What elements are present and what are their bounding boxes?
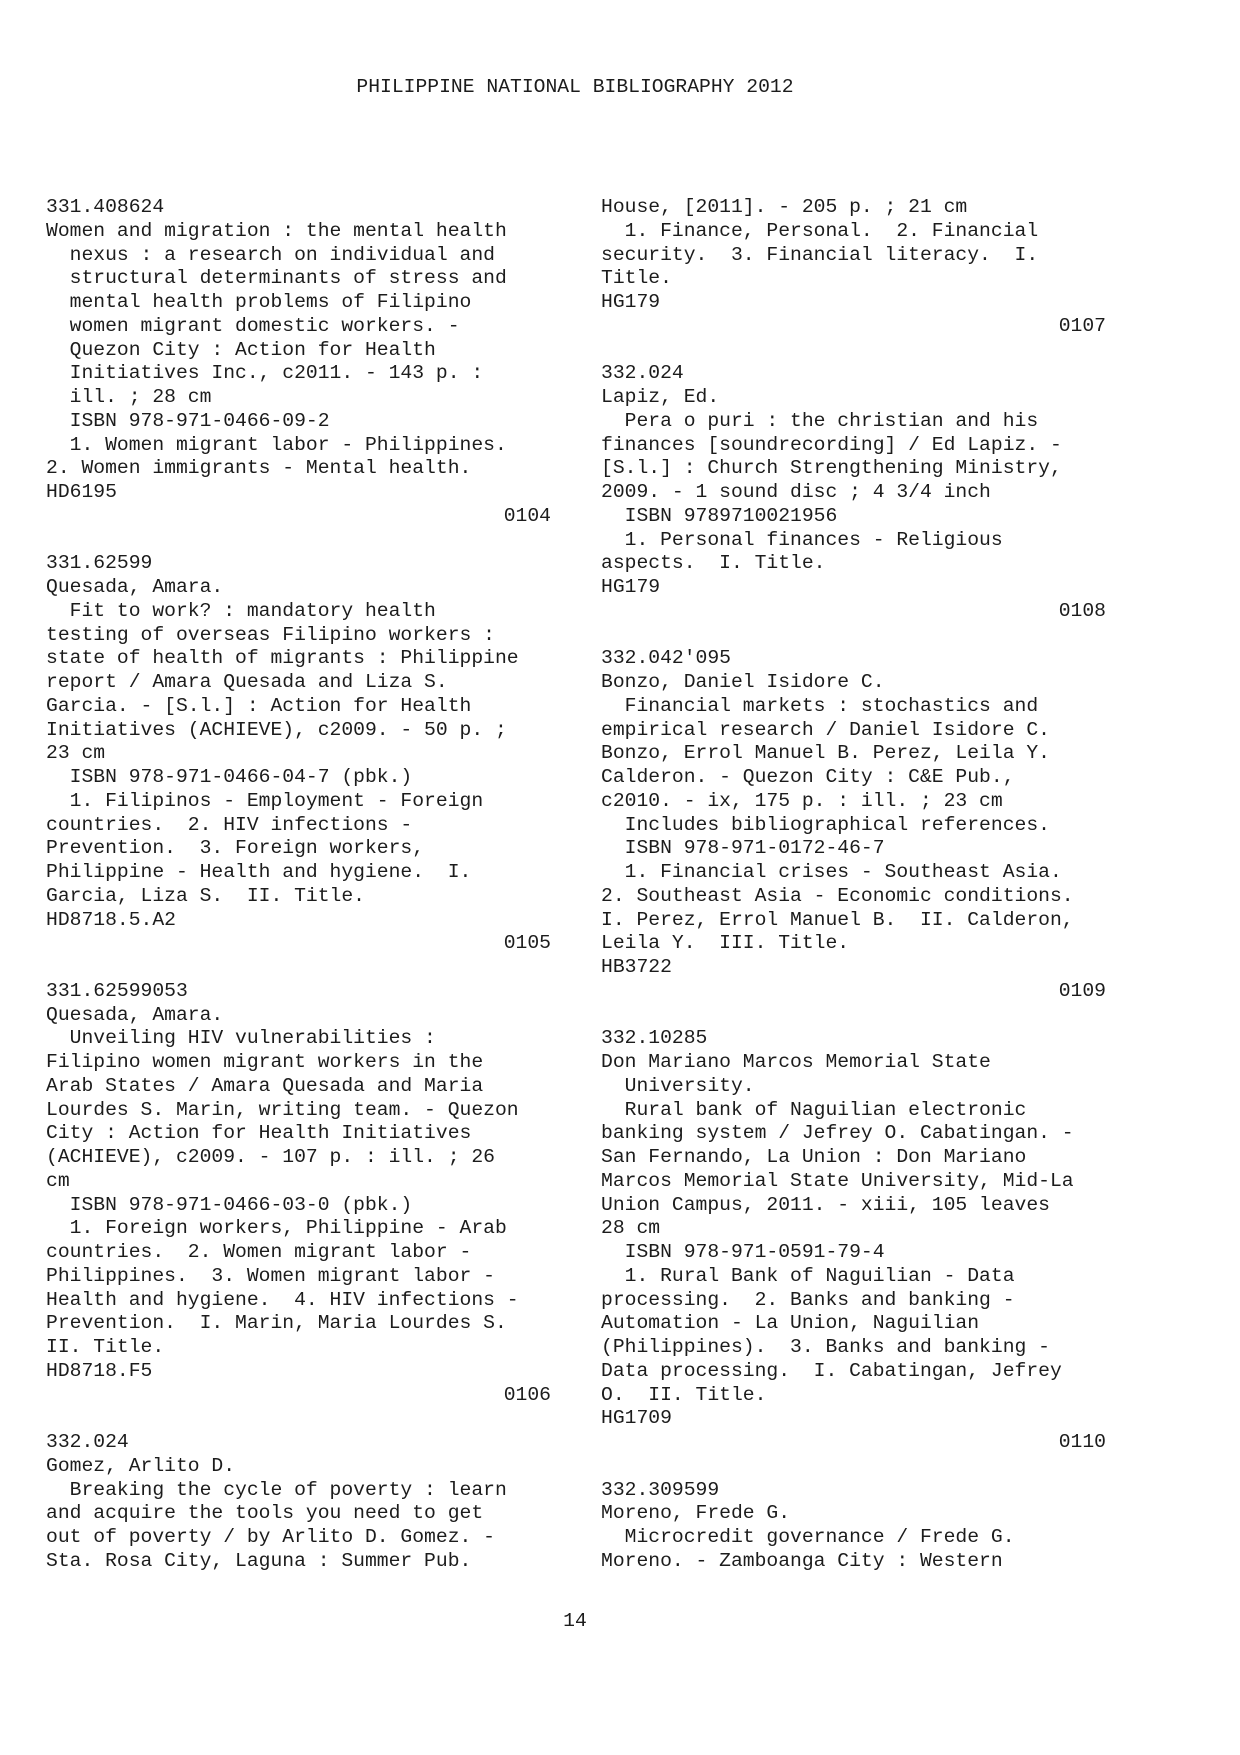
entry-line: security. 3. Financial literacy. I. — [601, 243, 1039, 266]
entry-line: cm — [46, 1169, 70, 1192]
entry-line: ill. ; 28 cm — [46, 386, 212, 408]
entry-line: countries. 2. Women migrant labor - — [46, 1241, 472, 1263]
page-header: PHILIPPINE NATIONAL BIBLIOGRAPHY 2012 — [356, 76, 794, 98]
entry-line: Moreno. - Zamboanga City : Western — [601, 1549, 1003, 1572]
entry-line: Don Mariano Marcos Memorial State — [601, 1051, 991, 1073]
entry-line: Filipino women migrant workers in the — [46, 1051, 484, 1073]
entry-line: Quezon City : Action for Health — [46, 338, 436, 361]
entry-line: Philippine - Health and hygiene. I. — [46, 861, 472, 883]
entry-line: Garcia, Liza S. II. Title. — [46, 884, 365, 907]
entry-number: 0108 — [1058, 599, 1106, 622]
entry-line: processing. 2. Banks and banking - — [601, 1288, 1015, 1311]
entry-line: 332.024 — [46, 1431, 129, 1453]
entry-line: Unveiling HIV vulnerabilities : — [46, 1027, 436, 1050]
blank-line — [46, 1407, 551, 1431]
entry-line: 332.10285 — [601, 1027, 708, 1050]
entry-line: HG179 — [601, 291, 661, 313]
entry-line: Union Campus, 2011. - xiii, 105 leaves — [601, 1193, 1050, 1216]
entry-line: Health and hygiene. 4. HIV infections - — [46, 1288, 519, 1311]
entry-line: Prevention. I. Marin, Maria Lourdes S. — [46, 1312, 507, 1335]
entry-line: 331.62599053 — [46, 979, 188, 1002]
entry-line: Arab States / Amara Quesada and Maria — [46, 1074, 484, 1097]
entry-line: Financial markets : stochastics and — [601, 694, 1039, 717]
entry-number: 0109 — [1058, 979, 1106, 1002]
entry-line: Lourdes S. Marin, writing team. - Quezon — [46, 1098, 519, 1121]
entry-line: Initiatives Inc., c2011. - 143 p. : — [46, 362, 484, 385]
entry-line: 23 cm — [46, 742, 106, 765]
entry-line: finances [soundrecording] / Ed Lapiz. - — [601, 433, 1062, 456]
entry-line: HD8718.5.A2 — [46, 908, 176, 931]
entry-line: 331.408624 — [46, 196, 165, 218]
entry-line: 2009. - 1 sound disc ; 4 3/4 inch — [601, 481, 991, 503]
entry-line: c2010. - ix, 175 p. : ill. ; 23 cm — [601, 789, 1003, 812]
entry-line: II. Title. — [46, 1336, 165, 1358]
left-column — [46, 196, 551, 1574]
entry-line: [S.l.] : Church Strengthening Ministry, — [601, 457, 1062, 480]
entry-line: Rural bank of Naguilian electronic — [601, 1098, 1027, 1121]
entry-line: Women and migration : the mental health — [46, 219, 507, 242]
entry-line: aspects. I. Title. — [601, 552, 826, 575]
entry-line: HD6195 — [46, 481, 117, 503]
entry-number: 0110 — [1058, 1431, 1106, 1453]
entry-line: Gomez, Arlito D. — [46, 1454, 236, 1477]
entry-line: City : Action for Health Initiatives — [46, 1122, 472, 1145]
entry-line: Marcos Memorial State University, Mid-La — [601, 1169, 1074, 1192]
entry-line: University. — [601, 1074, 755, 1097]
entry-line: ISBN 978-971-0466-03-0 (pbk.) — [46, 1193, 413, 1216]
entry-line: Fit to work? : mandatory health — [46, 599, 436, 622]
entry-line: 28 cm — [601, 1217, 661, 1240]
blank-line — [46, 529, 551, 553]
blank-line — [601, 1004, 1106, 1028]
entry-line: Prevention. 3. Foreign workers, — [46, 837, 425, 860]
entry-line: 332.042'095 — [601, 647, 731, 670]
entry-line: (ACHIEVE), c2009. - 107 p. : ill. ; 26 — [46, 1146, 495, 1168]
blank-line — [601, 624, 1106, 648]
entry-line: Title. — [601, 267, 672, 290]
entry-line: House, [2011]. - 205 p. ; 21 cm — [601, 196, 968, 218]
entry-line: ISBN 9789710021956 — [601, 504, 838, 527]
entry-line: Includes bibliographical references. — [601, 813, 1050, 836]
entry-line: Breaking the cycle of poverty : learn — [46, 1478, 507, 1501]
entry-line: ISBN 978-971-0172-46-7 — [601, 837, 885, 860]
entry-number: 0105 — [503, 932, 551, 955]
entry-line: Microcredit governance / Frede G. — [601, 1526, 1015, 1548]
entry-line: I. Perez, Errol Manuel B. II. Calderon, — [601, 908, 1074, 931]
entry-line: Bonzo, Errol Manuel B. Perez, Leila Y. — [601, 742, 1050, 765]
entry-line: HG179 — [601, 576, 661, 598]
entry-line: Quesada, Amara. — [46, 1003, 224, 1026]
entry-line: 331.62599 — [46, 552, 153, 575]
entry-line: ISBN 978-971-0466-09-2 — [46, 409, 330, 432]
entry-line: banking system / Jefrey O. Cabatingan. - — [601, 1122, 1074, 1145]
entry-line: countries. 2. HIV infections - — [46, 813, 413, 836]
blank-line — [46, 956, 551, 980]
entry-line: nexus : a research on individual and — [46, 243, 495, 266]
entry-line: women migrant domestic workers. - — [46, 314, 460, 337]
entry-line: 1. Women migrant labor - Philippines. — [46, 433, 507, 456]
entry-number: 0106 — [503, 1383, 551, 1406]
entry-line: 332.309599 — [601, 1478, 720, 1501]
entry-line: HD8718.F5 — [46, 1359, 153, 1382]
entry-line: testing of overseas Filipino workers : — [46, 623, 495, 646]
page-number: 14 — [563, 1610, 587, 1632]
entry-line: 1. Personal finances - Religious — [601, 528, 1003, 551]
entry-line: Automation - La Union, Naguilian — [601, 1312, 980, 1335]
entry-line: Garcia. - [S.l.] : Action for Health — [46, 694, 472, 717]
entry-line: report / Amara Quesada and Liza S. — [46, 671, 448, 693]
entry-line: mental health problems of Filipino — [46, 291, 472, 313]
blank-line — [601, 1455, 1106, 1479]
entry-line: Lapiz, Ed. — [601, 386, 720, 408]
entry-line: out of poverty / by Arlito D. Gomez. - — [46, 1526, 495, 1548]
entry-line: 2. Women immigrants - Mental health. — [46, 457, 472, 480]
entry-line: 1. Filipinos - Employment - Foreign — [46, 789, 484, 812]
entry-line: 1. Foreign workers, Philippine - Arab — [46, 1217, 507, 1240]
entry-line: Initiatives (ACHIEVE), c2009. - 50 p. ; — [46, 718, 507, 741]
blank-line — [601, 339, 1106, 363]
entry-line: Pera o puri : the christian and his — [601, 409, 1039, 432]
entry-line: Leila Y. III. Title. — [601, 932, 850, 955]
entry-line: 1. Finance, Personal. 2. Financial — [601, 219, 1039, 242]
entry-line: and acquire the tools you need to get — [46, 1502, 484, 1525]
entry-number: 0107 — [1058, 314, 1106, 337]
entry-line: 332.024 — [601, 362, 684, 385]
entry-line: structural determinants of stress and — [46, 267, 507, 290]
entry-line: San Fernando, La Union : Don Mariano — [601, 1146, 1027, 1168]
entry-line: Moreno, Frede G. — [601, 1502, 791, 1525]
entry-line: Quesada, Amara. — [46, 576, 224, 598]
entry-line: (Philippines). 3. Banks and banking - — [601, 1336, 1050, 1358]
entry-line: Bonzo, Daniel Isidore C. — [601, 671, 885, 693]
entry-line: O. II. Title. — [601, 1383, 767, 1406]
entry-line: 2. Southeast Asia - Economic conditions. — [601, 884, 1074, 907]
entry-line: empirical research / Daniel Isidore C. — [601, 718, 1050, 741]
entry-line: 1. Financial crises - Southeast Asia. — [601, 861, 1062, 883]
entry-line: ISBN 978-971-0466-04-7 (pbk.) — [46, 766, 413, 788]
entry-line: Sta. Rosa City, Laguna : Summer Pub. — [46, 1549, 472, 1572]
right-column — [601, 196, 1106, 1574]
entry-line: ISBN 978-971-0591-79-4 — [601, 1241, 885, 1263]
entry-line: HG1709 — [601, 1407, 672, 1430]
entry-line: HB3722 — [601, 956, 672, 978]
entry-line: 1. Rural Bank of Naguilian - Data — [601, 1264, 1015, 1287]
entry-line: Data processing. I. Cabatingan, Jefrey — [601, 1359, 1062, 1382]
entry-line: Calderon. - Quezon City : C&E Pub., — [601, 766, 1015, 788]
entry-line: Philippines. 3. Women migrant labor - — [46, 1264, 495, 1287]
entry-line: state of health of migrants : Philippine — [46, 647, 519, 670]
entry-number: 0104 — [503, 504, 551, 527]
